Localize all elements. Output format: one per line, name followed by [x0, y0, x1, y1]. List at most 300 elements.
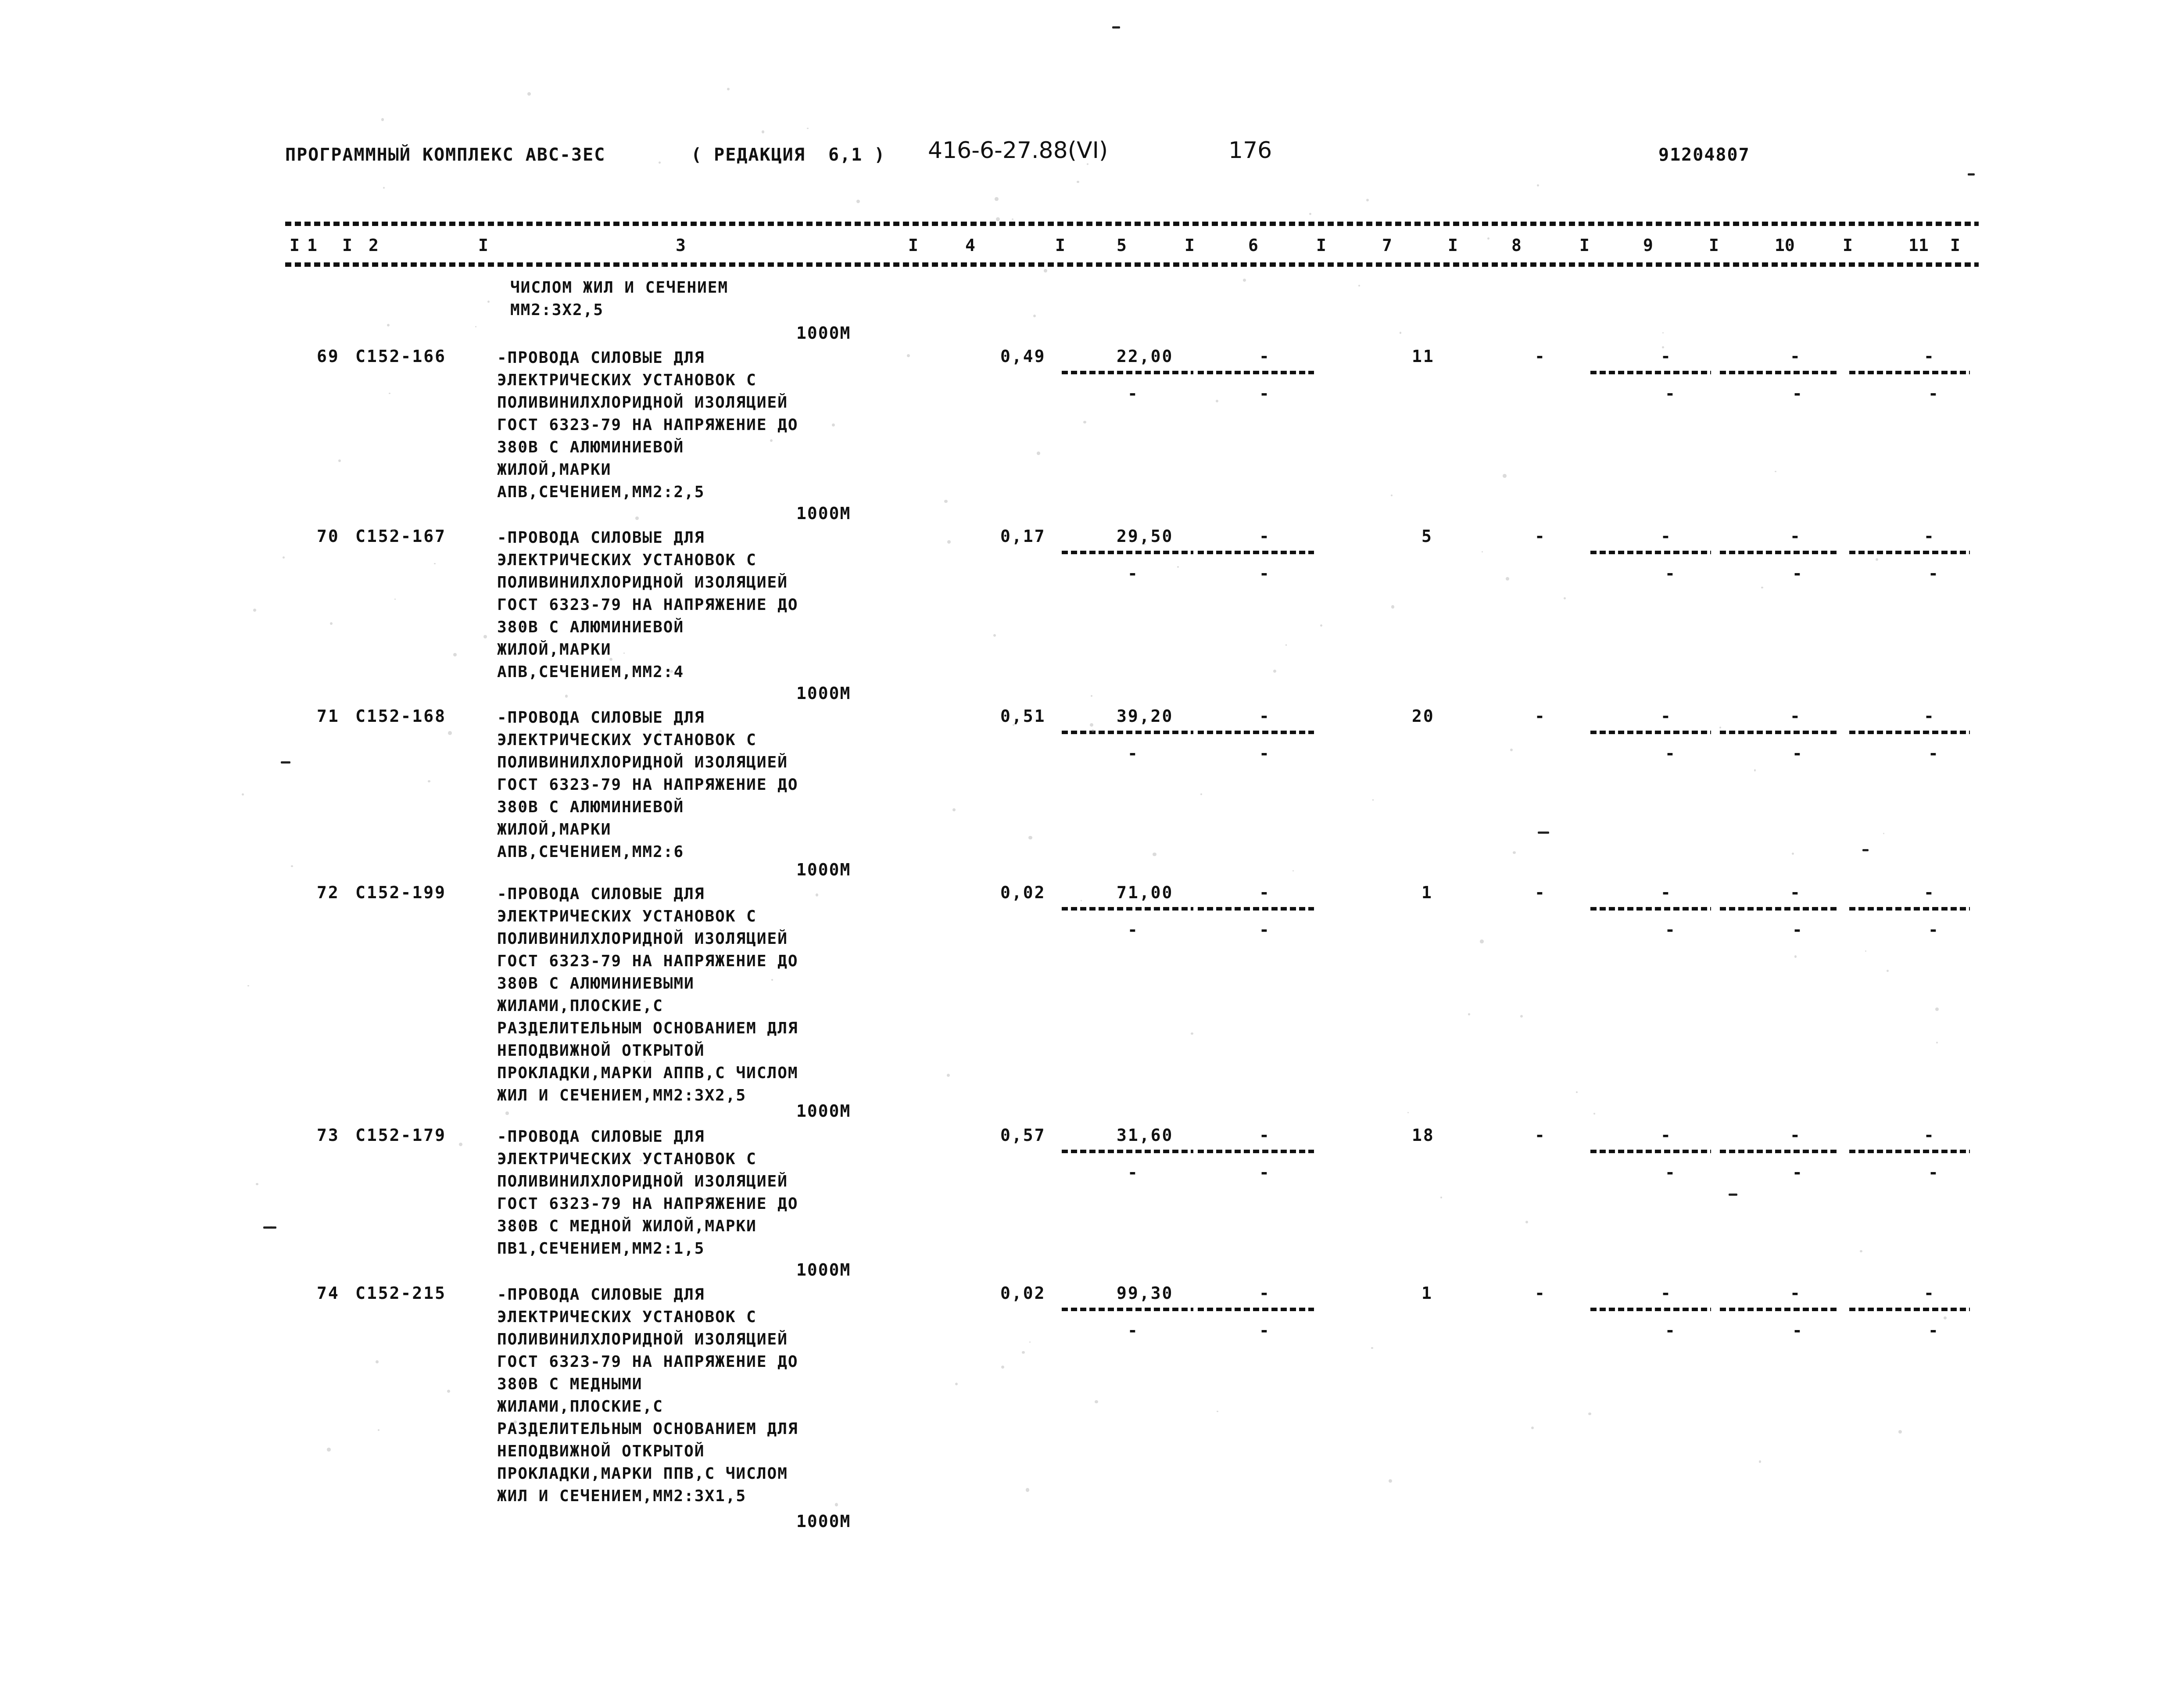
noise-dot: [1865, 950, 1867, 952]
description-line: 380В С АЛЮМИНИЕВОЙ: [497, 618, 684, 636]
description-line: ПОЛИВИНИЛХЛОРИДНОЙ ИЗОЛЯЦИЕЙ: [497, 1330, 788, 1348]
noise-dot: [448, 731, 452, 735]
cell-underline: [1720, 907, 1838, 911]
description-line: ГОСТ 6323-79 НА НАПРЯЖЕНИЕ ДО: [497, 1353, 798, 1371]
noise-dot: [1487, 237, 1490, 240]
col5-value: 29,50: [1117, 527, 1174, 546]
noise-dot: [1001, 1366, 1004, 1369]
noise-dot: [1564, 597, 1566, 599]
col10-value: -: [1790, 706, 1801, 726]
col8-value: -: [1535, 1283, 1546, 1303]
noise-dot: [1754, 769, 1756, 771]
noise-dot: [514, 1420, 517, 1423]
cell-underline: [1590, 1308, 1711, 1311]
description-line: ЖИЛОЙ,МАРКИ: [497, 461, 612, 479]
cell-underline: [1062, 907, 1193, 911]
column-separator: I: [342, 236, 352, 255]
noise-dot: [1513, 851, 1515, 854]
stray-mark: [281, 761, 290, 764]
col4-value: 0,17: [1000, 527, 1046, 546]
noise-dot: [330, 622, 333, 625]
noise-dot: [1662, 346, 1664, 348]
lower-value: -: [1792, 564, 1804, 583]
column-separator: I: [1055, 236, 1065, 255]
noise-dot: [428, 780, 430, 782]
cell-underline: [1849, 371, 1970, 374]
stray-mark: [1729, 1194, 1737, 1196]
noise-dot: [453, 653, 457, 656]
noise-dot: [762, 130, 765, 133]
col8-value: -: [1535, 1126, 1546, 1145]
noise-dot: [1083, 421, 1086, 424]
noise-dot: [995, 197, 999, 201]
noise-dot: [1663, 1309, 1665, 1311]
noise-dot: [1792, 853, 1794, 855]
noise-dot: [1588, 1413, 1591, 1415]
row-unit: 1000М: [796, 684, 851, 703]
row-description: [497, 1126, 798, 1260]
noise-dot: [1391, 605, 1394, 608]
description-line: НЕПОДВИЖНОЙ ОТКРЫТОЙ: [497, 1442, 705, 1460]
cell-underline: [1062, 1150, 1193, 1153]
description-line: 380В С АЛЮМИНИЕВЫМИ: [497, 975, 695, 993]
lower-value: -: [1792, 744, 1804, 763]
noise-dot: [505, 1111, 508, 1115]
description-line: РАЗДЕЛИТЕЛЬНЫМ ОСНОВАНИЕМ ДЛЯ: [497, 1019, 798, 1037]
table-top-rule: [285, 222, 1979, 226]
noise-dot: [1077, 181, 1079, 183]
row-number: 69: [317, 347, 340, 366]
noise-dot: [1887, 970, 1889, 972]
row-code: С152-167: [355, 527, 447, 546]
cell-underline: [1720, 371, 1838, 374]
col7-value: 1: [1421, 1283, 1433, 1303]
description-line: 380В С МЕДНЫМИ: [497, 1375, 643, 1393]
document-number: 91204807: [1658, 145, 1750, 165]
cell-underline: [1198, 371, 1314, 374]
noise-dot: [378, 1429, 380, 1431]
description-line: ЖИЛОЙ,МАРКИ: [497, 641, 612, 659]
noise-dot: [835, 1503, 838, 1506]
description-line: ПРОКЛАДКИ,МАРКИ АППВ,С ЧИСЛОМ: [497, 1064, 798, 1082]
noise-dot: [1389, 1479, 1392, 1483]
lower-value: -: [1128, 1321, 1139, 1340]
col10-value: -: [1790, 883, 1801, 902]
col11-value: -: [1924, 1283, 1935, 1303]
page-number: 176: [1228, 137, 1272, 164]
noise-dot: [944, 500, 948, 503]
noise-dot: [1662, 332, 1664, 333]
lower-value: -: [1128, 564, 1139, 583]
description-line: АПВ,СЕЧЕНИЕМ,ММ2:6: [497, 843, 684, 861]
noise-dot: [704, 1198, 707, 1201]
noise-dot: [291, 865, 293, 868]
noise-dot: [1928, 733, 1930, 735]
col11-value: -: [1924, 347, 1935, 366]
noise-dot: [1200, 793, 1202, 795]
noise-dot: [565, 695, 568, 697]
col7-value: 5: [1421, 527, 1433, 546]
col8-value: -: [1535, 527, 1546, 546]
noise-dot: [1292, 870, 1294, 871]
noise-dot: [459, 1143, 462, 1146]
description-line: АПВ,СЕЧЕНИЕМ,ММ2:4: [497, 663, 684, 681]
noise-dot: [394, 599, 396, 600]
noise-dot: [1531, 1427, 1534, 1429]
description-line: ЭЛЕКТРИЧЕСКИХ УСТАНОВОК С: [497, 1150, 757, 1168]
description-line: ЭЛЕКТРИЧЕСКИХ УСТАНОВОК С: [497, 1308, 757, 1326]
noise-dot: [447, 1390, 450, 1393]
col6-value: -: [1259, 347, 1271, 366]
cell-underline: [1849, 1308, 1970, 1311]
noise-dot: [434, 563, 436, 565]
lower-value: -: [1928, 920, 1940, 939]
noise-dot: [1092, 729, 1094, 732]
description-line: ЖИЛОЙ,МАРКИ: [497, 821, 612, 839]
lower-value: -: [1665, 744, 1676, 763]
noise-dot: [1273, 670, 1277, 673]
noise-dot: [807, 128, 808, 129]
row-description: [497, 883, 798, 1107]
noise-dot: [1012, 219, 1013, 220]
noise-dot: [1480, 939, 1484, 943]
row-unit: 1000М: [796, 1101, 851, 1121]
column-number-6: 6: [1248, 236, 1258, 255]
noise-dot: [1525, 1221, 1528, 1223]
lower-value: -: [1928, 744, 1940, 763]
noise-dot: [381, 118, 384, 121]
col9-value: -: [1661, 347, 1672, 366]
noise-dot: [609, 658, 612, 661]
description-line: ПВ1,СЕЧЕНИЕМ,ММ2:1,5: [497, 1240, 705, 1258]
col7-value: 11: [1412, 347, 1435, 366]
col5-value: 31,60: [1117, 1126, 1174, 1145]
lower-value: -: [1259, 384, 1271, 403]
cell-underline: [1849, 907, 1970, 911]
description-line: ПОЛИВИНИЛХЛОРИДНОЙ ИЗОЛЯЦИЕЙ: [497, 930, 788, 948]
stray-mark: [263, 1226, 276, 1229]
lower-value: -: [1928, 384, 1940, 403]
noise-dot: [907, 354, 910, 357]
noise-dot: [383, 187, 385, 189]
cell-underline: [1590, 907, 1711, 911]
column-separator: I: [1185, 236, 1195, 255]
col9-value: -: [1661, 1283, 1672, 1303]
noise-dot: [1372, 799, 1374, 801]
noise-dot: [327, 1448, 331, 1452]
noise-dot: [856, 200, 860, 203]
row-number: 71: [317, 706, 340, 726]
noise-dot: [1520, 1015, 1523, 1018]
noise-dot: [1029, 1341, 1031, 1343]
lower-value: -: [1259, 1163, 1271, 1182]
col4-value: 0,51: [1000, 706, 1046, 726]
noise-dot: [1719, 727, 1721, 728]
row-number: 72: [317, 883, 340, 902]
noise-dot: [392, 530, 395, 532]
noise-dot: [256, 1183, 258, 1186]
column-number-3: 3: [676, 236, 686, 255]
noise-dot: [389, 393, 390, 394]
noise-dot: [1081, 900, 1082, 902]
noise-dot: [1944, 1316, 1947, 1320]
description-line: ПОЛИВИНИЛХЛОРИДНОЙ ИЗОЛЯЦИЕЙ: [497, 753, 788, 771]
cell-underline: [1849, 551, 1970, 554]
stray-mark: [1862, 849, 1869, 851]
col4-value: 0,02: [1000, 883, 1046, 902]
lower-value: -: [1128, 920, 1139, 939]
noise-dot: [996, 217, 1000, 221]
noise-dot: [1371, 1347, 1373, 1349]
noise-dot: [1309, 213, 1311, 215]
noise-dot: [678, 979, 681, 981]
description-line: -ПРОВОДА СИЛОВЫЕ ДЛЯ: [497, 529, 705, 547]
noise-dot: [770, 439, 773, 442]
lower-value: -: [1792, 1321, 1804, 1340]
description-line: 380В С АЛЮМИНИЕВОЙ: [497, 438, 684, 456]
col9-value: -: [1661, 527, 1672, 546]
lower-value: -: [1259, 564, 1271, 583]
noise-dot: [1503, 474, 1507, 478]
noise-dot: [242, 793, 244, 796]
noise-dot: [1216, 400, 1219, 403]
description-line: ПОЛИВИНИЛХЛОРИДНОЙ ИЗОЛЯЦИЕЙ: [497, 1172, 788, 1190]
noise-dot: [952, 808, 956, 811]
noise-dot: [1026, 1488, 1029, 1491]
col11-value: -: [1924, 527, 1935, 546]
noise-dot: [1775, 471, 1776, 472]
cell-underline: [1062, 731, 1193, 734]
col6-value: -: [1259, 527, 1271, 546]
description-line: ПОЛИВИНИЛХЛОРИДНОЙ ИЗОЛЯЦИЕЙ: [497, 574, 788, 592]
description-line: ГОСТ 6323-79 НА НАПРЯЖЕНИЕ ДО: [497, 1195, 798, 1213]
noise-dot: [661, 265, 663, 267]
row-unit: 1000М: [796, 1260, 851, 1280]
stray-mark: [1538, 832, 1549, 834]
description-line: -ПРОВОДА СИЛОВЫЕ ДЛЯ: [497, 1128, 705, 1146]
col6-value: -: [1259, 1283, 1271, 1303]
noise-dot: [1320, 624, 1322, 627]
row-unit: 1000М: [796, 1512, 851, 1531]
stray-mark: [1112, 26, 1120, 29]
noise-dot: [714, 599, 716, 601]
description-line: НЕПОДВИЖНОЙ ОТКРЫТОЙ: [497, 1042, 705, 1060]
lower-value: -: [1259, 744, 1271, 763]
row-number: 74: [317, 1283, 340, 1303]
col6-value: -: [1259, 1126, 1271, 1145]
table-header-rule: [285, 262, 1979, 267]
noise-dot: [283, 556, 285, 559]
noise-dot: [1091, 695, 1092, 697]
noise-dot: [1153, 853, 1156, 857]
noise-dot: [1366, 199, 1369, 201]
noise-dot: [1593, 1113, 1596, 1115]
row-unit: 1000М: [796, 860, 851, 879]
noise-dot: [1936, 1042, 1938, 1043]
description-line: ГОСТ 6323-79 НА НАПРЯЖЕНИЕ ДО: [497, 596, 798, 614]
noise-dot: [1358, 285, 1360, 287]
noise-dot: [387, 324, 390, 326]
cell-underline: [1590, 1150, 1711, 1153]
column-number-5: 5: [1117, 236, 1127, 255]
col10-value: -: [1790, 1283, 1801, 1303]
noise-dot: [659, 730, 662, 732]
row-code: С152-199: [355, 883, 447, 902]
noise-dot: [1482, 551, 1483, 552]
noise-dot: [947, 540, 951, 544]
lower-value: -: [1665, 384, 1676, 403]
lower-value: -: [1259, 920, 1271, 939]
noise-dot: [1028, 836, 1032, 839]
noise-dot: [376, 1360, 379, 1363]
cell-underline: [1720, 731, 1838, 734]
description-line: ПРОКЛАДКИ,МАРКИ ППВ,С ЧИСЛОМ: [497, 1465, 788, 1483]
noise-dot: [487, 301, 490, 303]
column-separator: I: [1448, 236, 1458, 255]
description-line: ЖИЛ И СЕЧЕНИЕМ,ММ2:3Х2,5: [497, 1086, 747, 1104]
column-separator: I: [1950, 236, 1960, 255]
noise-dot: [1177, 566, 1179, 568]
column-number-11: 11: [1908, 236, 1929, 255]
cell-underline: [1062, 551, 1193, 554]
noise-dot: [646, 1164, 648, 1165]
col4-value: 0,49: [1000, 347, 1046, 366]
description-line: ЖИЛАМИ,ПЛОСКИЕ,С: [497, 997, 663, 1015]
col7-value: 18: [1412, 1126, 1435, 1145]
col6-value: -: [1259, 883, 1271, 902]
continuation-unit: 1000М: [796, 323, 851, 343]
cell-underline: [1198, 1308, 1314, 1311]
noise-dot: [993, 634, 996, 637]
continuation-line: ЧИСЛОМ ЖИЛ И СЕЧЕНИЕМ: [510, 279, 729, 297]
noise-dot: [1883, 833, 1884, 834]
column-separator: I: [1843, 236, 1853, 255]
description-line: ПОЛИВИНИЛХЛОРИДНОЙ ИЗОЛЯЦИЕЙ: [497, 394, 788, 412]
noise-dot: [1576, 1091, 1578, 1093]
description-line: ЭЛЕКТРИЧЕСКИХ УСТАНОВОК С: [497, 371, 757, 389]
noise-dot: [1037, 452, 1040, 455]
noise-dot: [1761, 587, 1763, 588]
noise-dot: [1191, 1033, 1193, 1035]
col8-value: -: [1535, 347, 1546, 366]
column-separator: I: [1316, 236, 1326, 255]
noise-dot: [247, 985, 249, 987]
edition-label: ( РЕДАКЦИЯ 6,1 ): [691, 145, 886, 165]
row-description: [497, 347, 798, 503]
noise-dot: [816, 893, 818, 896]
cell-underline: [1720, 1150, 1838, 1153]
noise-dot: [338, 459, 341, 462]
row-code: С152-215: [355, 1283, 447, 1303]
col5-value: 22,00: [1117, 347, 1174, 366]
cell-underline: [1849, 1150, 1970, 1153]
noise-dot: [1506, 577, 1510, 581]
col11-value: -: [1924, 1126, 1935, 1145]
col10-value: -: [1790, 527, 1801, 546]
cell-underline: [1720, 551, 1838, 554]
lower-value: -: [1928, 564, 1940, 583]
continuation-description: [510, 276, 728, 321]
description-line: -ПРОВОДА СИЛОВЫЕ ДЛЯ: [497, 709, 705, 727]
noise-dot: [1243, 279, 1246, 282]
col11-value: -: [1924, 706, 1935, 726]
row-description: [497, 527, 798, 683]
col5-value: 99,30: [1117, 1283, 1174, 1303]
handwritten-code: 416-6-27.88(VI): [928, 137, 1108, 164]
description-line: -ПРОВОДА СИЛОВЫЕ ДЛЯ: [497, 349, 705, 367]
column-number-9: 9: [1643, 236, 1653, 255]
lower-value: -: [1792, 1163, 1804, 1182]
cell-underline: [1062, 371, 1193, 374]
column-separator: I: [1709, 236, 1719, 255]
cell-underline: [1590, 551, 1711, 554]
description-line: ЖИЛАМИ,ПЛОСКИЕ,С: [497, 1398, 663, 1416]
col9-value: -: [1661, 706, 1672, 726]
lower-value: -: [1128, 384, 1139, 403]
description-line: ГОСТ 6323-79 НА НАПРЯЖЕНИЕ ДО: [497, 776, 798, 794]
lower-value: -: [1259, 1321, 1271, 1340]
noise-dot: [832, 423, 835, 427]
noise-dot: [1400, 332, 1401, 333]
noise-dot: [635, 516, 639, 520]
noise-dot: [727, 88, 730, 90]
column-separator: I: [290, 236, 300, 255]
noise-dot: [1876, 558, 1878, 561]
noise-dot: [253, 609, 256, 612]
col5-value: 71,00: [1117, 883, 1174, 902]
row-description: [497, 706, 798, 863]
row-number: 73: [317, 1126, 340, 1145]
program-title: ПРОГРАММНЫЙ КОМПЛЕКС АВС-ЗЕС: [285, 145, 606, 165]
noise-dot: [1217, 1411, 1218, 1412]
col11-value: -: [1924, 883, 1935, 902]
noise-dot: [1537, 184, 1539, 186]
lower-value: -: [1928, 1163, 1940, 1182]
noise-dot: [1087, 163, 1089, 165]
description-line: ЖИЛ И СЕЧЕНИЕМ,ММ2:3Х1,5: [497, 1487, 747, 1505]
column-number-10: 10: [1775, 236, 1795, 255]
row-code: С152-179: [355, 1126, 447, 1145]
noise-dot: [640, 1159, 642, 1162]
noise-dot: [955, 1383, 958, 1385]
column-number-2: 2: [369, 236, 379, 255]
col9-value: -: [1661, 883, 1672, 902]
col9-value: -: [1661, 1126, 1672, 1145]
cell-underline: [1590, 731, 1711, 734]
column-separator: I: [908, 236, 918, 255]
col7-value: 20: [1412, 706, 1435, 726]
col8-value: -: [1535, 883, 1546, 902]
description-line: 380В С МЕДНОЙ ЖИЛОЙ,МАРКИ: [497, 1217, 757, 1235]
continuation-line: ММ2:3Х2,5: [510, 301, 604, 319]
noise-dot: [659, 161, 661, 164]
lower-value: -: [1128, 1163, 1139, 1182]
noise-dot: [1468, 1013, 1470, 1015]
noise-dot: [1759, 1460, 1761, 1463]
noise-dot: [947, 1074, 950, 1077]
description-line: -ПРОВОДА СИЛОВЫЕ ДЛЯ: [497, 1286, 705, 1304]
cell-underline: [1062, 1308, 1193, 1311]
noise-dot: [475, 326, 476, 327]
lower-value: -: [1128, 744, 1139, 763]
description-line: ЭЛЕКТРИЧЕСКИХ УСТАНОВОК С: [497, 907, 757, 925]
noise-dot: [1285, 644, 1287, 646]
column-number-4: 4: [965, 236, 975, 255]
noise-dot: [483, 635, 487, 639]
column-separator: I: [1579, 236, 1590, 255]
noise-dot: [1510, 749, 1513, 751]
description-line: АПВ,СЕЧЕНИЕМ,ММ2:2,5: [497, 483, 705, 501]
